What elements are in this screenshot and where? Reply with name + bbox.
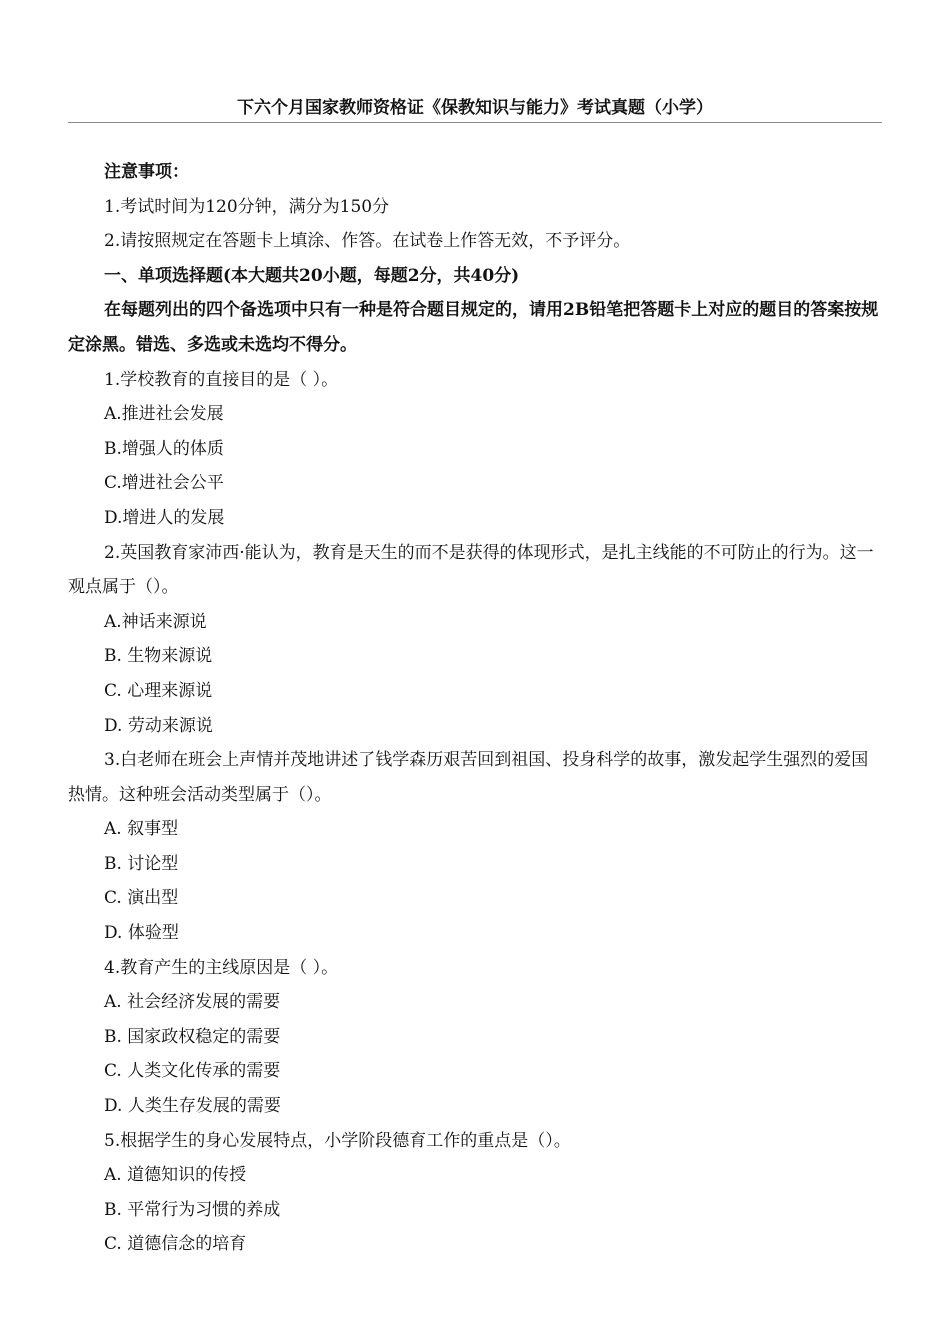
question-option: C. 人类文化传承的需要: [104, 1061, 281, 1082]
question-stem: 1.学校教育的直接目的是（ ）。: [104, 369, 339, 390]
section-heading: 一、单项选择题(本大题共20小题，每题2分，共40分): [104, 265, 520, 286]
question-option: D. 劳动来源说: [104, 715, 213, 736]
question-stem: 3.白老师在班会上声情并茂地讲述了钱学森历艰苦回到祖国、投身科学的故事，激发起学生强烈的爱国热情。这种班会活动类型属于（）。: [68, 750, 869, 805]
question-option: D. 人类生存发展的需要: [104, 1096, 281, 1117]
question-option: A.推进社会发展: [104, 404, 224, 425]
question-option: A.神话来源说: [104, 611, 207, 632]
question-option: C. 道德信念的培育: [104, 1234, 247, 1255]
question-stem: 2.英国教育家沛西·能认为，教育是天生的而不是获得的体现形式，是扎主线能的不可防止的行为。这一观点属于（）。: [68, 542, 874, 598]
question-stem: 4.教育产生的主线原因是（ ）。: [104, 957, 339, 978]
question-option: B. 平常行为习惯的养成: [104, 1199, 281, 1220]
question-option: B. 国家政权稳定的需要: [104, 1026, 281, 1047]
question-option: A. 道德知识的传授: [104, 1165, 247, 1186]
question-option: B. 生物来源说: [104, 646, 213, 667]
document-body: [68, 155, 882, 1262]
section-instruction: 在每题列出的四个备选项中只有一种是符合题目规定的，请用2B铅笔把答题卡上对应的题目的答案按规定涂黑。错选、多选或未选均不得分。: [68, 300, 879, 355]
notice-item: 1.考试时间为120分钟，满分为150分: [104, 196, 390, 217]
question-option: D.增进人的发展: [104, 507, 225, 528]
question-option: C. 心理来源说: [104, 680, 213, 701]
question-option: A. 社会经济发展的需要: [104, 992, 281, 1013]
question-option: C. 演出型: [104, 888, 179, 909]
question-option: A. 叙事型: [104, 819, 179, 840]
question-option: B. 讨论型: [104, 853, 179, 874]
notice-item: 2.请按照规定在答题卡上填涂、作答。在试卷上作答无效，不予评分。: [104, 231, 631, 252]
notice-heading: 注意事项：: [104, 162, 189, 182]
page-title: 下六个月国家教师资格证《保教知识与能力》考试真题（小学）: [68, 96, 882, 123]
question-option: B.增强人的体质: [104, 438, 224, 459]
question-option: C.增进社会公平: [104, 473, 224, 494]
question-option: D. 体验型: [104, 923, 179, 944]
question-stem: 5.根据学生的身心发展特点，小学阶段德育工作的重点是（）。: [104, 1130, 571, 1151]
